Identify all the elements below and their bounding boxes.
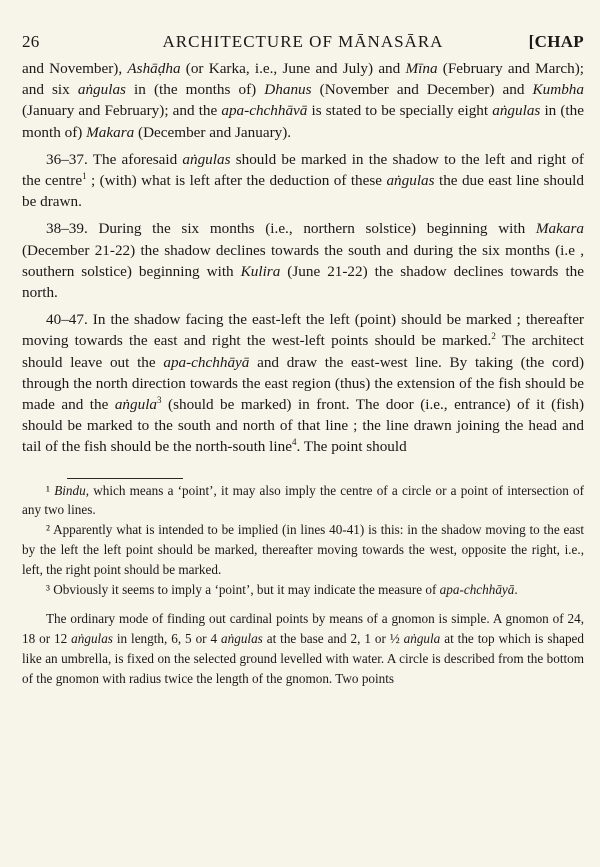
footnote-divider [67, 478, 183, 479]
text-run: is stated to be specially eight [307, 102, 493, 120]
paragraph-continuation [22, 58, 584, 143]
text-run: (June 21-22) the shadow declines towards the north. [22, 262, 584, 302]
sanskrit-term: aṅgula [403, 631, 441, 647]
text-run: and November), [22, 60, 128, 77]
text-run: at the base and 2, 1 or ½ [262, 631, 404, 647]
sanskrit-term: aṅgulas [386, 172, 435, 190]
text-run: in (the month of) [22, 102, 584, 141]
text-run: (December 21-22) the shadow declines towards the south and during the six months (i.e , southern solstice) beginning with [22, 241, 584, 280]
text-run: (or Karka, i.e., June and July) and [180, 60, 406, 77]
paragraph-40-47 [22, 309, 584, 457]
chapter-marker: [CHAP [528, 32, 584, 51]
text-run: should be marked in the shadow to the left and right of the centre [22, 150, 584, 190]
text-run: , which means a ‘point’, it may also imply the centre of a circle or a point of intersection of any two lines. [22, 482, 584, 518]
sanskrit-term: apa-chchhāvā [221, 102, 308, 120]
sanskrit-term: Makara [535, 220, 584, 238]
text-run: The architect should leave out the [22, 332, 584, 371]
sanskrit-term: aṅgulas [221, 631, 263, 647]
text-run: 36–37. The aforesaid [46, 150, 183, 168]
footnote-mark: ¹ [46, 482, 50, 498]
footnotes [22, 481, 584, 689]
paragraph-36-37 [22, 149, 584, 213]
footnote-ref: 1 [82, 170, 87, 181]
text-run: at the top which is shaped like an umbrella, is fixed on the selected ground levelled with water. A circle is described from the bottom of the gnomon with radius twice the length of the gnomon. Two points [22, 631, 584, 686]
text-run: The ordinary mode of finding out cardinal points by means of a gnomon is simple. A gnomon of 24, 18 or 12 [22, 611, 584, 647]
sanskrit-term: apa-chchhāyā [439, 581, 515, 597]
text-run: (December and January). [134, 123, 292, 141]
text-run: (should be marked) in front. The door (i.e., entrance) of it (fish) should be marked to the south and north of that line ; the line drawn joining the head and tail of the fish should be the north-south line [22, 396, 585, 456]
text-run: ; (with) what is left after the deduction of these [86, 172, 387, 190]
sanskrit-term: apa-chchhāyā [163, 353, 250, 371]
footnote-mark: ³ [46, 581, 50, 597]
footnote-ref: 4 [291, 437, 297, 448]
sanskrit-term: Ashāḍha [127, 60, 181, 77]
footnote-ref: 2 [491, 331, 496, 342]
sanskrit-term: Kumbha [532, 81, 584, 99]
main-text [22, 58, 584, 458]
text-run: (January and February); and the [22, 102, 222, 120]
sanskrit-term: Bindu [54, 482, 86, 498]
footnote-2 [22, 520, 584, 579]
sanskrit-term: aṅgulas [492, 102, 541, 120]
text-run: 38–39. During the six months (i.e., northern solstice) beginning with [46, 220, 536, 238]
text-run: . [514, 581, 518, 597]
notes-paragraph [22, 609, 584, 688]
page-header [22, 32, 584, 58]
text-run: the due east line should be drawn. [22, 172, 584, 211]
paragraph-38-39 [22, 218, 584, 303]
sanskrit-term: aṅgula [114, 396, 158, 414]
text-run: . The point should [296, 438, 407, 456]
footnote-1 [22, 481, 584, 521]
sanskrit-term: Kulira [240, 262, 281, 280]
sanskrit-term: Makara [86, 123, 135, 141]
text-run: (November and December) and [311, 81, 533, 99]
text-run: 40–47. In the shadow facing the east-left the left (point) should be marked ; thereafter moving towards the east and right the west-left points should be marked. [22, 311, 584, 350]
text-run: Apparently what is intended to be implied (in lines 40-41) is this: in the shadow moving to the east by the left the left point should be marked, thereafter moving towards the west, opposite the right, i.e., left, the right point should be marked. [22, 522, 584, 577]
text-run: (February and March); and six [22, 60, 584, 99]
footnote-mark: ² [46, 522, 50, 538]
text-run: in length, 6, 5 or 4 [112, 631, 222, 647]
sanskrit-term: Dhanus [264, 81, 312, 99]
running-title: ARCHITECTURE OF MĀNASĀRA [162, 32, 444, 51]
sanskrit-term: aṅgulas [71, 631, 113, 647]
footnote-3 [22, 580, 584, 600]
text-run: and draw the east-west line. By taking (the cord) through the north direction towards the east region (thus) the extension of the fish should be made and the [22, 353, 584, 414]
text-run: in (the months of) [125, 81, 265, 99]
sanskrit-term: aṅgulas [182, 150, 231, 168]
sanskrit-term: aṅgulas [77, 81, 126, 99]
page-number: 26 [22, 32, 40, 51]
text-run: Obviously it seems to imply a ‘point’, but it may indicate the measure of [53, 581, 440, 597]
footnote-ref: 3 [157, 394, 162, 405]
sanskrit-term: Mīna [405, 60, 438, 77]
